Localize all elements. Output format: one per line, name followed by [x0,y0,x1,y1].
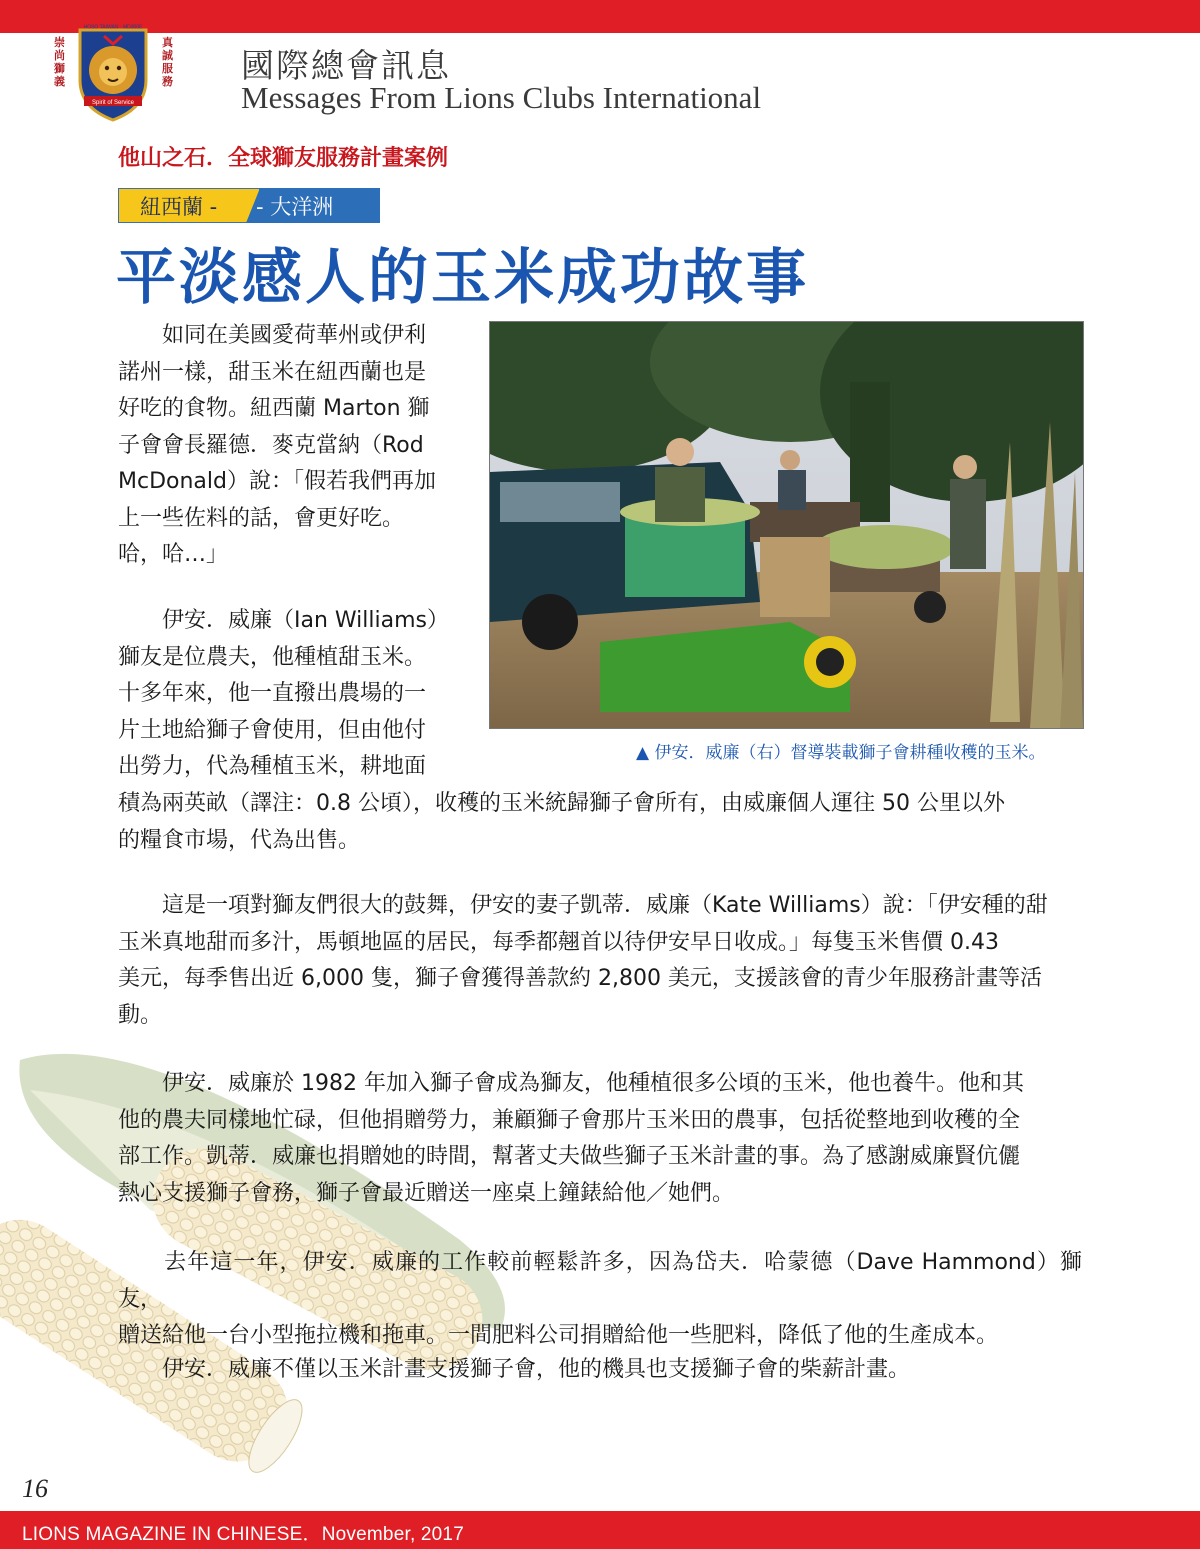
article-paragraph-6: 伊安．威廉不僅以玉米計畫支援獅子會，他的機具也支援獅子會的柴薪計畫。 [118,1357,911,1382]
article-paragraph-1: 如同在美國愛荷華州或伊利 諾州一樣，甜玉米在紐西蘭也是 好吃的食物。紐西蘭 Marton 獅 子會會長羅德．麥克當納（Rod McDonald）說：「假若我們再加 上一些佐料的話，會更好吃。 哈，哈…」 [118,323,436,567]
logo-banner-text: Spirit of Service [91,100,135,106]
logo-left-text: 崇尚獅義 [54,36,65,88]
section-label: 他山之石．全球獅友服務計畫案例 [118,145,449,171]
lions-club-logo [48,22,176,130]
logo-ring-text: HOSO TAIWAN · MD300E [83,24,143,31]
page-number: 16 [22,1474,48,1503]
region-country: 紐西蘭 - [140,195,218,219]
region-continent: - 大洋洲 [256,195,334,219]
header-title-cn: 國際總會訊息 [241,46,451,85]
article-paragraph-2: 伊安．威廉（Ian Williams） 獅友是位農夫，他種植甜玉米。 十多年來，他一直撥出農場的一 片土地給獅子會使用，但由他付 出勞力，代為種植玉米，耕地面 [118,608,449,779]
article-paragraph-2-cont: 積為兩英畝（譯注：0.8 公頃），收穫的玉米統歸獅子會所有，由威廉個人運往 50 公里以外 的糧食市場，代為出售。 [118,791,1005,853]
lion-shield-icon [74,22,152,122]
article-paragraph-5: 去年這一年，伊安．威廉的工作較前輕鬆許多，因為岱夫．哈蒙德（Dave Hammond）獅友， 贈送給他一台小型拖拉機和拖車。一間肥料公司捐贈給他一些肥料，降低了他的生產成本。 [118,1250,1082,1348]
top-red-bar [0,0,1200,33]
photo-caption: ▲ 伊安．威廉（右）督導裝載獅子會耕種收穫的玉米。 [636,743,1046,763]
footer-magazine-title: LIONS MAGAZINE IN CHINESE．November, 2017 [22,1524,464,1545]
header-title-en: Messages From Lions Clubs International [241,80,762,115]
article-paragraph-3: 這是一項對獅友們很大的鼓舞，伊安的妻子凱蒂．威廉（Kate Williams）說：「伊安種的甜 玉米真地甜而多汁，馬頓地區的居民，每季都翹首以待伊安早日收成。」每隻玉米售價 0.43 美元，每季售出近 6,000 隻，獅子會獲得善款約 2,800 美元，支援該會的青少年服務計畫等活 動。 [118,893,1048,1028]
article-paragraph-4: 伊安．威廉於 1982 年加入獅子會成為獅友，他種植很多公頃的玉米，他也養牛。他和其 他的農夫同樣地忙碌，但他捐贈勞力，兼顧獅子會那片玉米田的農事，包括從整地到收穫的全 部工作。凱蒂．威廉也捐贈她的時間，幫著丈夫做些獅子玉米計畫的事。為了感謝威廉賢伉儷 熱心支援獅子會務，獅子會最近贈送一座桌上鐘錶給他／她們。 [118,1071,1024,1206]
region-tag [118,188,380,223]
corn-harvest-photo [489,321,1084,729]
article-title: 平淡感人的玉米成功故事 [116,243,809,313]
logo-right-text: 真誠服務 [162,36,173,88]
